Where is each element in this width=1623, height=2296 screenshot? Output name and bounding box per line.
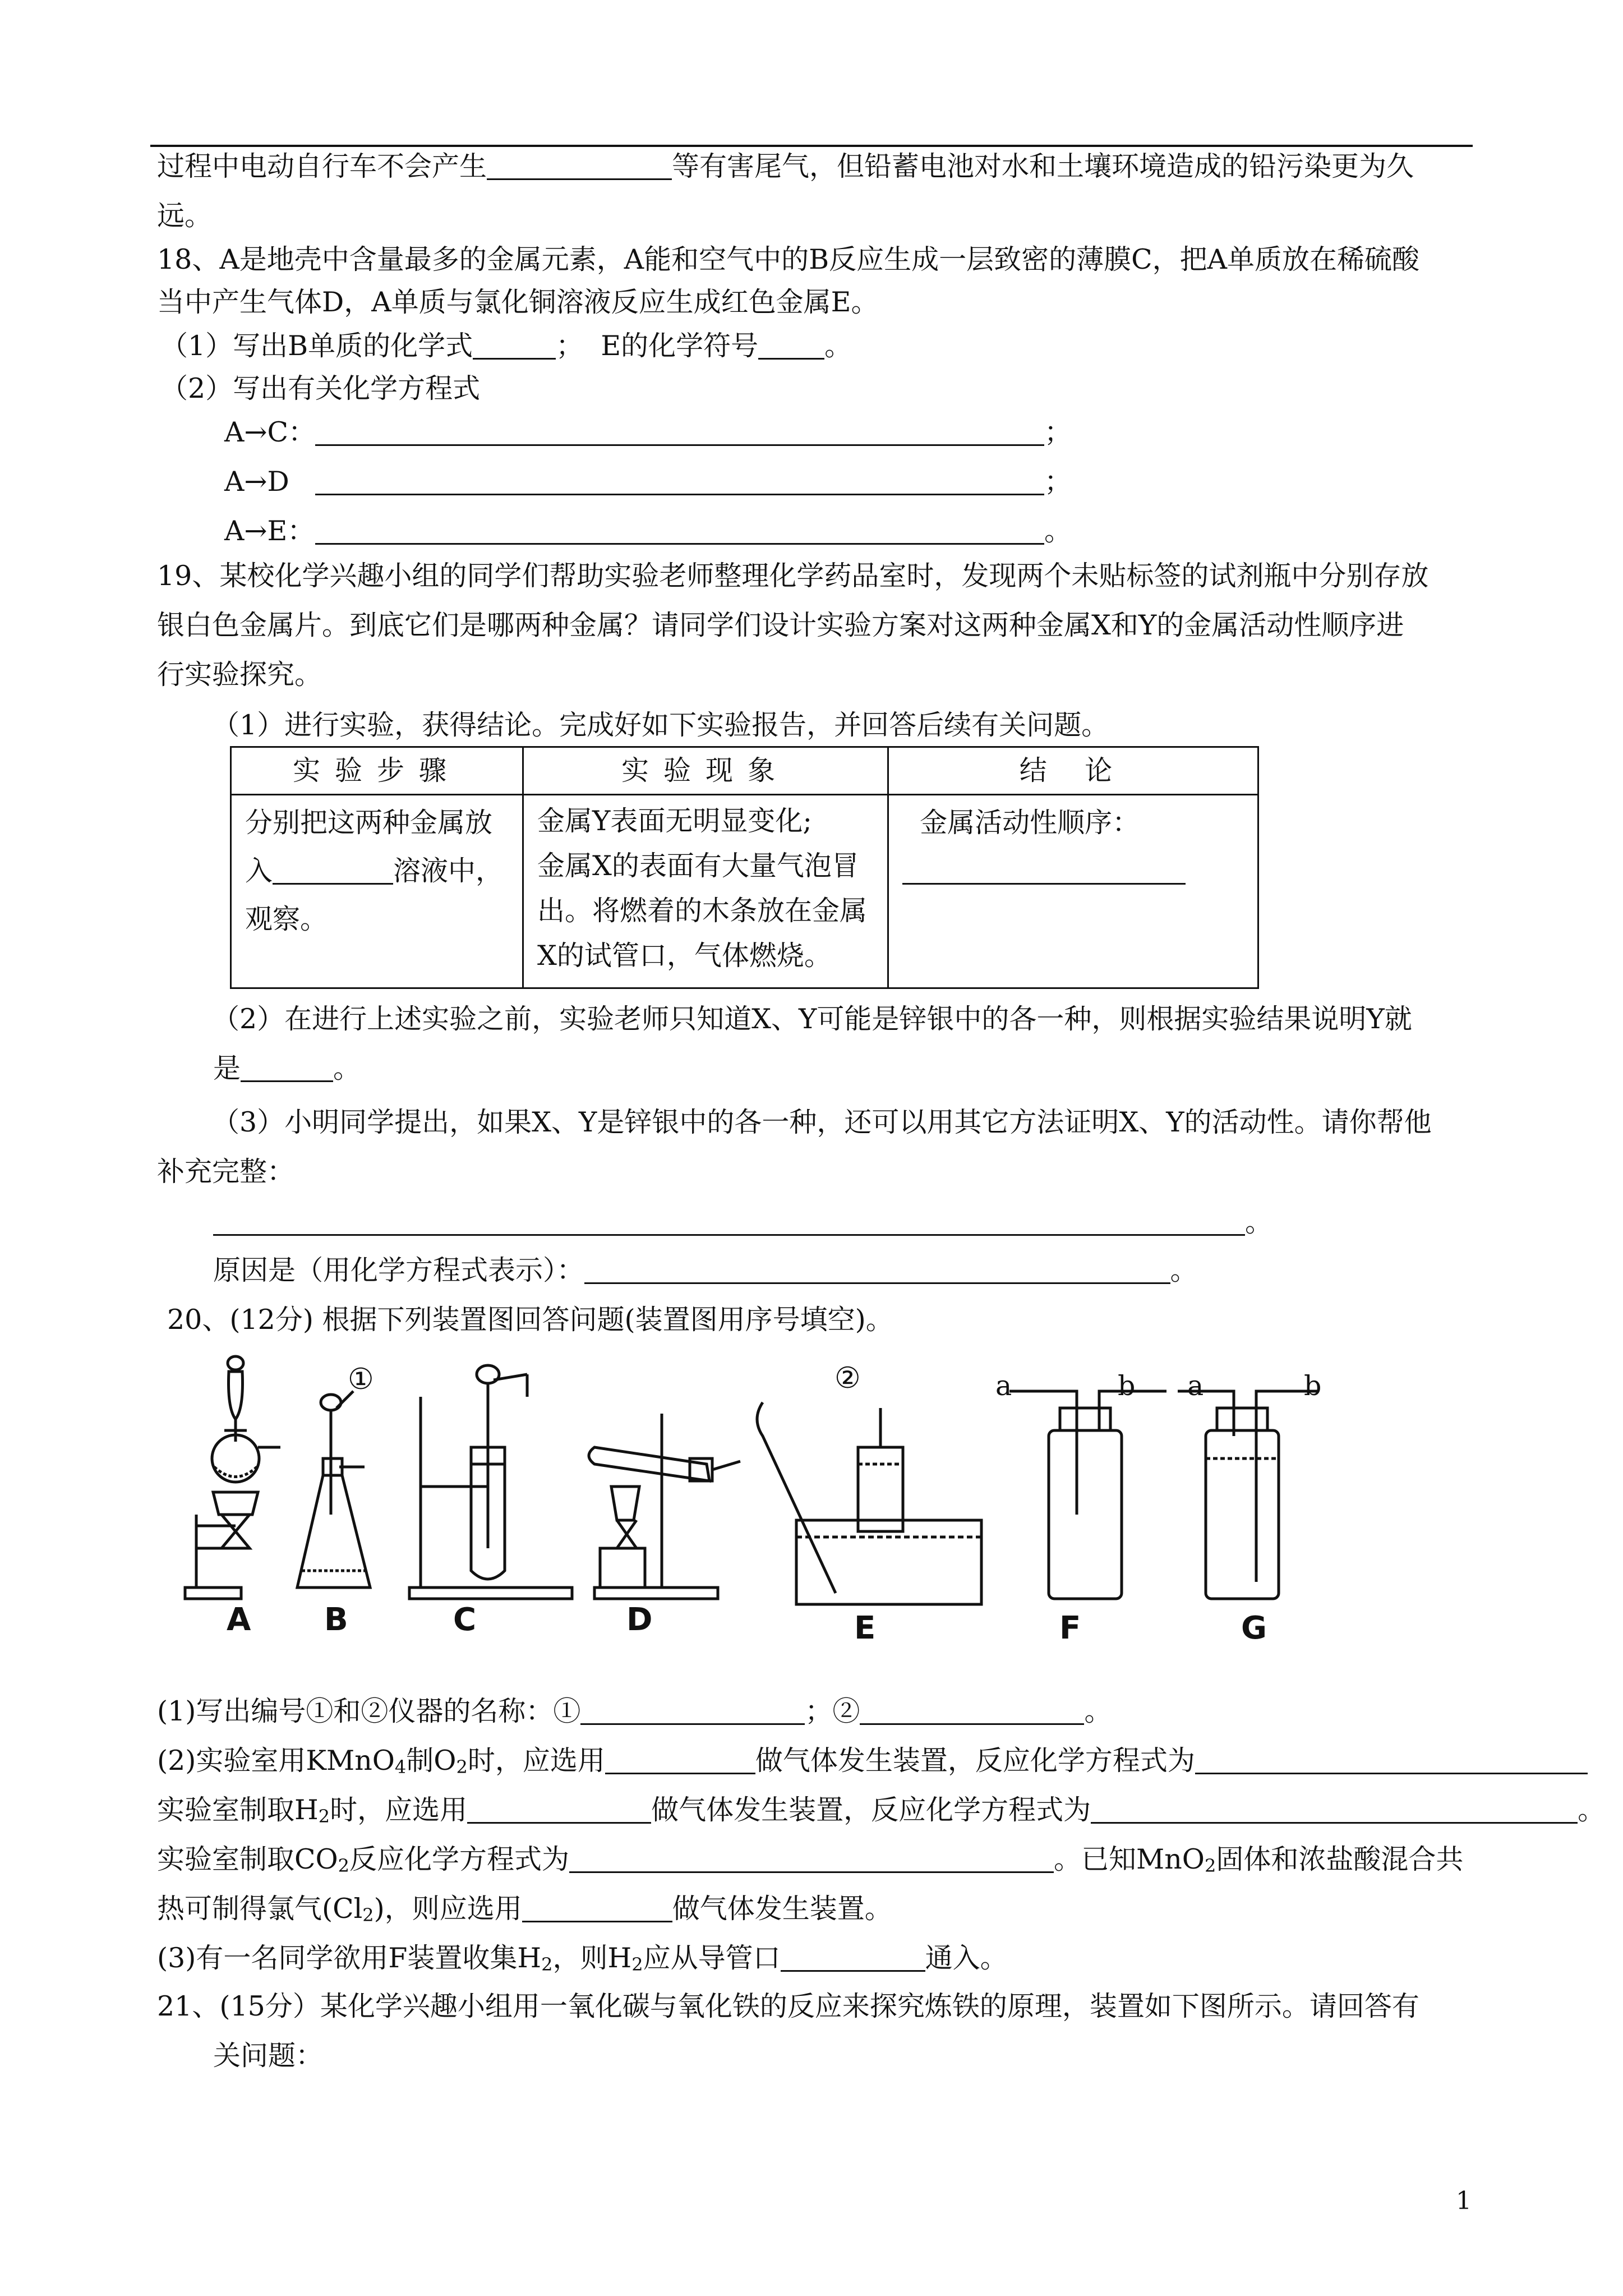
text-line: 远。 [157,200,213,232]
question-19: 19、某校化学兴趣小组的同学们帮助实验老师整理化学药品室时，发现两个未贴标签的试剂瓶中分别存放 [157,560,1429,592]
answer-blank[interactable] [781,1943,925,1972]
question-20-1: (1)写出编号①和②仪器的名称：① ；② 。 [157,1695,1112,1727]
apparatus-e [757,1402,981,1604]
answer-blank[interactable] [467,1795,651,1824]
equation-ae: A→E： 。 [224,515,1072,547]
apparatus-a [185,1356,280,1599]
answer-blank[interactable] [315,467,1044,495]
label-A: A [227,1602,251,1638]
text-line: 实验室制取CO2反应化学方程式为 。已知MnO2固体和浓盐酸混合共 [157,1843,1464,1876]
answer-blank[interactable] [273,856,393,885]
label-D: D [626,1602,653,1638]
question-21: 21、(15分）某化学兴趣小组用一氧化碳与氧化铁的反应来探究炼铁的原理，装置如下图所示。请回答有 [157,1990,1419,2022]
page-number: 1 [1456,2187,1472,2215]
answer-blank[interactable] [213,1207,1245,1236]
text-line: 当中产生气体D，A单质与氯化铜溶液反应生成红色金属E。 [157,286,879,318]
apparatus-c [409,1365,572,1599]
cell-conclusion: 金属活动性顺序： [888,795,1258,988]
apparatus-f [1009,1391,1166,1599]
label-F: F [1059,1610,1081,1646]
label-C: C [453,1602,477,1638]
experiment-table [230,746,1259,989]
label-G: G [1241,1610,1267,1646]
label-E: E [854,1610,876,1646]
text-line: 原因是（用化学方程式表示）： 。 [213,1254,1198,1286]
question-20-2: (2)实验室用KMnO4制O2时，应选用 做气体发生装置，反应化学方程式为 [157,1743,1588,1784]
answer-blank[interactable] [902,856,1186,885]
table-header: 结 论 [888,747,1258,795]
answer-blank[interactable] [473,331,556,360]
equation-ad: A→D ； [224,466,1072,498]
answer-blank[interactable] [580,1696,805,1725]
answer-blank[interactable] [522,1894,672,1922]
cell-step: 分别把这两种金属放 入 溶液中， 观察。 [231,795,523,988]
cell-phenomenon: 金属Y表面无明显变化; 金属X的表面有大量气泡冒 出。将燃着的木条放在金属 X的试管口，气体燃烧。 [523,795,888,988]
text-line: 补充完整： [157,1156,295,1188]
answer-blank[interactable] [584,1255,1170,1284]
answer-blank[interactable] [241,1053,333,1082]
question-19-1: （1）进行实验，获得结论。完成好如下实验报告，并回答后续有关问题。 [212,709,1109,741]
answer-blank[interactable] [758,331,824,360]
answer-blank[interactable] [1091,1795,1578,1824]
label-a: a [1187,1370,1204,1402]
question-19-2: （2）在进行上述实验之前，实验老师只知道X、Y可能是锌银中的各一种，则根据实验结果说明Y就 [212,1003,1412,1035]
equation-ac: A→C： ； [224,416,1072,448]
question-18-2: （2）写出有关化学方程式 [160,372,481,404]
answer-blank[interactable] [605,1746,755,1774]
label-circle1: ① [348,1363,374,1396]
header-rule [150,145,1473,147]
answer-blank[interactable] [569,1844,1054,1873]
question-18-1: （1）写出B单质的化学式 ； E的化学符号 。 [160,330,852,362]
answer-blank[interactable] [315,417,1044,446]
text-line: 银白色金属片。到底它们是哪两种金属？请同学们设计实验方案对这两种金属X和Y的金属活动性顺序进 [157,609,1404,641]
text-line: 实验室制取H2时，应选用 做气体发生装置，反应化学方程式为 。 [157,1794,1606,1827]
answer-blank[interactable] [860,1696,1084,1725]
label-b: b [1304,1370,1322,1402]
text-line: 热可制得氯气(Cl2)，则应选用 做气体发生装置。 [157,1893,892,1926]
text-line: 关问题： [213,2040,324,2072]
text-line: 是 。 [213,1052,361,1084]
label-a: a [995,1370,1012,1402]
table-header: 实验现象 [523,747,888,795]
answer-line: 。 [213,1205,1272,1240]
apparatus-g [1178,1391,1318,1599]
question-19-3: （3）小明同学提出，如果X、Y是锌银中的各一种，还可以用其它方法证明X、Y的活动性。请你帮他 [212,1106,1432,1138]
label-b: b [1118,1370,1136,1402]
table-header: 实验步骤 [231,747,523,795]
answer-blank[interactable] [487,151,672,180]
answer-blank[interactable] [1195,1746,1588,1774]
answer-blank[interactable] [315,516,1044,545]
apparatus-b [297,1391,370,1588]
label-circle2: ② [834,1361,861,1395]
label-B: B [324,1602,348,1638]
question-20-3: (3)有一名同学欲用F装置收集H2，则H2应从导管口 通入。 [157,1942,1008,1975]
question-18: 18、A是地壳中含量最多的金属元素，A能和空气中的B反应生成一层致密的薄膜C，把A单质放在稀硫酸 [157,243,1420,275]
text-line: 行实验探究。 [157,659,322,691]
question-20: 20、(12分) 根据下列装置图回答问题(装置图用序号填空)。 [167,1304,893,1336]
apparatus-d [589,1414,740,1599]
text-line: 过程中电动自行车不会产生 等有害尾气，但铅蓄电池对水和土壤环境造成的铅污染更为久 [157,150,1414,182]
